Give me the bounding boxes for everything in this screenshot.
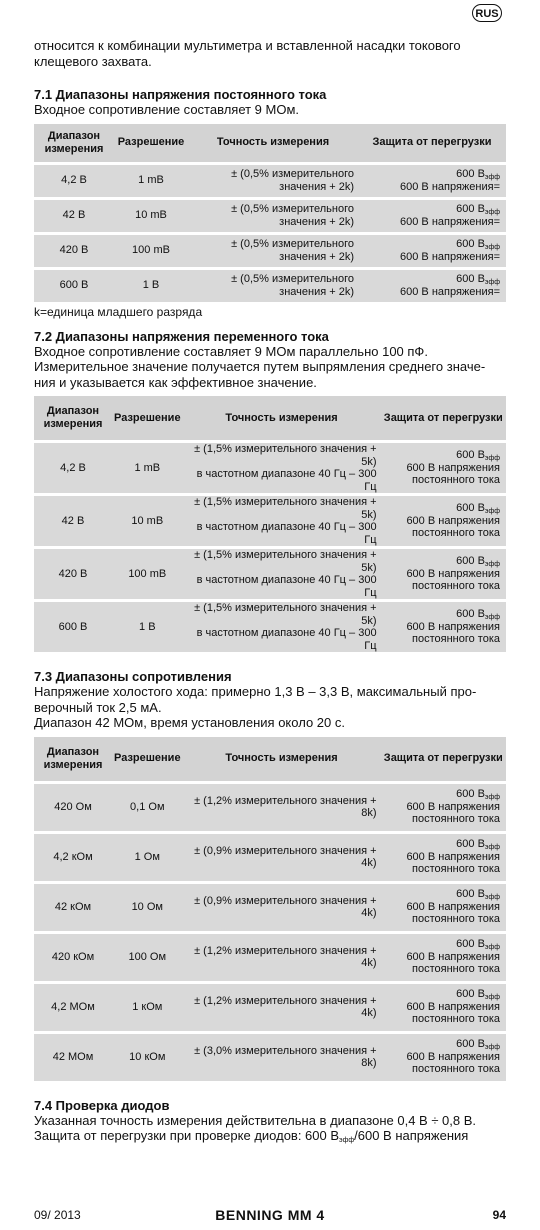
ac-voltage-table xyxy=(34,393,506,655)
cell-accuracy: ± (3,0% измерительного значения + 8k) xyxy=(183,1034,381,1081)
protection-line-2: 600 В напряжения xyxy=(406,800,500,813)
header-resolution: Разрешение xyxy=(112,737,183,781)
protection-line-2: 600 В напряжения xyxy=(406,1000,500,1013)
footnote: k=единица младшего разряда xyxy=(34,304,203,319)
cell-resolution: 1 mВ xyxy=(114,165,188,197)
protection-line-3: постоянного тока xyxy=(412,1013,500,1026)
desc-part: Защита от перегрузки при проверке диодов: 600 В xyxy=(34,1128,340,1143)
cell-resolution: 1 В xyxy=(114,270,188,302)
cell-resolution: 10 mВ xyxy=(112,496,183,546)
cell-range: 42 В xyxy=(34,200,114,232)
protection-line-3: постоянного тока xyxy=(412,633,500,646)
protection-line-1: 600 В xyxy=(456,1038,485,1051)
table-row xyxy=(34,270,506,302)
header-accuracy: Точность измерения xyxy=(183,737,381,781)
table-row xyxy=(34,200,506,232)
section-title: 7.2 Диапазоны напряжения переменного тока xyxy=(34,328,329,344)
cell-resolution: 1 mВ xyxy=(112,443,183,493)
header-protection: Защита от перегрузки xyxy=(358,124,506,162)
protection-line-2: 600 В напряжения xyxy=(406,620,500,633)
desc-line: Диапазон 42 МОм, время установления около 20 с. xyxy=(34,715,345,730)
cell-accuracy xyxy=(183,443,381,493)
cell-accuracy: ± (0,9% измерительного значения + 4k) xyxy=(183,834,381,881)
resistance-table xyxy=(34,734,506,1084)
protection-line-1: 600 В xyxy=(456,988,485,1001)
protection-line-1: 600 В xyxy=(456,273,485,285)
protection-line-3: постоянного тока xyxy=(412,913,500,926)
protection-sub: эфф xyxy=(484,614,500,622)
protection-line-1: 600 В xyxy=(456,888,485,901)
cell-protection xyxy=(381,784,506,831)
cell-protection xyxy=(381,602,506,652)
table-header-row xyxy=(34,124,506,162)
section-dc-voltage xyxy=(34,87,506,319)
protection-line-2: 600 В напряжения xyxy=(406,850,500,863)
protection-sub: эфф xyxy=(484,561,500,569)
cell-resolution: 1 Ом xyxy=(112,834,183,881)
table-row xyxy=(34,834,506,881)
cell-protection xyxy=(381,496,506,546)
protection-line-1: 600 В xyxy=(456,238,485,250)
cell-accuracy: ± (1,2% измерительного значения + 4k) xyxy=(183,934,381,981)
protection-sub: эфф xyxy=(484,174,500,181)
protection-sub: эфф xyxy=(484,209,500,216)
table-row xyxy=(34,602,506,652)
header-range: Диапазон измерения xyxy=(34,124,114,162)
protection-line-1: 600 В xyxy=(456,203,485,215)
protection-line-2: 600 В напряжения= xyxy=(400,285,500,298)
cell-range: 420 В xyxy=(34,235,114,267)
protection-line-2: 600 В напряжения xyxy=(406,567,500,580)
cell-range: 4,2 В xyxy=(34,443,112,493)
section-ac-voltage xyxy=(34,329,506,656)
protection-sub: эфф xyxy=(484,455,500,463)
footer-model: BENNING MM 4 xyxy=(215,1207,325,1223)
protection-line-3: постоянного тока xyxy=(412,580,500,593)
protection-line-3: постоянного тока xyxy=(412,527,500,540)
cell-protection xyxy=(358,270,506,302)
cell-resolution: 10 кОм xyxy=(112,1034,183,1081)
section-title: 7.3 Диапазоны сопротивления xyxy=(34,669,232,684)
accuracy-line-2: в частотном диапазоне 40 Гц – 300 Гц xyxy=(196,521,377,546)
cell-range: 4,2 МОм xyxy=(34,984,112,1031)
cell-range: 42 МОм xyxy=(34,1034,112,1081)
cell-protection xyxy=(381,549,506,599)
protection-line-2: 600 В напряжения xyxy=(406,1050,500,1063)
cell-range: 42 кОм xyxy=(34,884,112,931)
header-protection: Защита от перегрузки xyxy=(381,737,506,781)
protection-sub: эфф xyxy=(484,894,500,902)
table-row xyxy=(34,1034,506,1081)
cell-protection xyxy=(381,443,506,493)
cell-range: 420 В xyxy=(34,549,112,599)
cell-resolution: 1 кОм xyxy=(112,984,183,1031)
cell-accuracy: ± (0,5% измерительного значения + 2k) xyxy=(188,200,358,232)
desc-line: верочный ток 2,5 мА. xyxy=(34,699,162,715)
table-row xyxy=(34,984,506,1031)
cell-accuracy: ± (0,5% измерительного значения + 2k) xyxy=(188,235,358,267)
cell-protection xyxy=(381,884,506,931)
accuracy-line-2: в частотном диапазоне 40 Гц – 300 Гц xyxy=(196,468,377,493)
desc-line: Входное сопротивление составляет 9 МОм параллельно 100 пФ. xyxy=(34,343,428,359)
protection-line-1: 600 В xyxy=(456,449,485,462)
protection-sub: эфф xyxy=(484,994,500,1002)
cell-accuracy xyxy=(183,496,381,546)
cell-accuracy: ± (1,2% измерительного значения + 4k) xyxy=(183,984,381,1031)
cell-accuracy: ± (0,9% измерительного значения + 4k) xyxy=(183,884,381,931)
protection-sub: эфф xyxy=(484,794,500,802)
protection-line-2: 600 В напряжения xyxy=(406,950,500,963)
header-resolution: Разрешение xyxy=(112,396,183,440)
cell-accuracy xyxy=(183,549,381,599)
protection-line-1: 600 В xyxy=(456,938,485,951)
cell-protection xyxy=(358,200,506,232)
protection-line-2: 600 В напряжения xyxy=(406,514,500,527)
section-description xyxy=(34,344,506,391)
cell-range: 600 В xyxy=(34,270,114,302)
table-row xyxy=(34,549,506,599)
cell-resolution: 100 mВ xyxy=(114,235,188,267)
accuracy-line-1: ± (1,5% измерительного значения + 5k) xyxy=(194,496,377,521)
protection-line-1: 600 В xyxy=(456,168,485,180)
header-accuracy: Точность измерения xyxy=(183,396,381,440)
table-row xyxy=(34,235,506,267)
protection-line-1: 600 В xyxy=(456,502,485,515)
desc-line: Напряжение холостого хода: примерно 1,3 В – 3,3 В, максимальный про- xyxy=(34,684,477,699)
cell-range: 420 Ом xyxy=(34,784,112,831)
protection-line-1: 600 В xyxy=(456,838,485,851)
protection-sub: эфф xyxy=(484,244,500,251)
table-row xyxy=(34,934,506,981)
header-range: Диапазон измерения xyxy=(34,396,112,440)
table-row xyxy=(34,884,506,931)
header-protection: Защита от перегрузки xyxy=(381,396,506,440)
section-resistance xyxy=(34,669,506,1084)
cell-resolution: 10 Ом xyxy=(112,884,183,931)
protection-line-3: постоянного тока xyxy=(412,963,500,976)
page-footer xyxy=(34,1208,506,1224)
header-accuracy: Точность измерения xyxy=(188,124,358,162)
table-header-row xyxy=(34,737,506,781)
desc-line: ния и указывается как эффективное значение. xyxy=(34,374,317,390)
cell-resolution: 1 В xyxy=(112,602,183,652)
cell-accuracy: ± (0,5% измерительного значения + 2k) xyxy=(188,270,358,302)
header-range: Диапазон измерения xyxy=(34,737,112,781)
protection-line-1: 600 В xyxy=(456,788,485,801)
section-title: 7.4 Проверка диодов xyxy=(34,1097,170,1113)
protection-line-2: 600 В напряжения= xyxy=(400,215,500,228)
protection-line-3: постоянного тока xyxy=(412,813,500,826)
cell-resolution: 100 Ом xyxy=(112,934,183,981)
protection-line-3: постоянного тока xyxy=(412,863,500,876)
cell-range: 4,2 кОм xyxy=(34,834,112,881)
protection-line-2: 600 В напряжения= xyxy=(400,250,500,263)
cell-accuracy xyxy=(183,602,381,652)
desc-line: Измерительное значение получается путем выпрямления среднего значе- xyxy=(34,359,486,374)
dc-voltage-table xyxy=(34,121,506,305)
protection-sub: эфф xyxy=(484,844,500,852)
protection-line-3: постоянного тока xyxy=(412,1063,500,1076)
protection-line-2: 600 В напряжения xyxy=(406,900,500,913)
accuracy-line-1: ± (1,5% измерительного значения + 5k) xyxy=(194,443,377,468)
cell-accuracy: ± (1,2% измерительного значения + 8k) xyxy=(183,784,381,831)
section-description xyxy=(34,1113,506,1144)
footer-date: 09/ 2013 xyxy=(34,1208,81,1222)
protection-sub: эфф xyxy=(484,508,500,516)
cell-protection xyxy=(381,984,506,1031)
table-row xyxy=(34,496,506,546)
cell-range: 4,2 В xyxy=(34,165,114,197)
desc-line xyxy=(34,1128,506,1144)
cell-resolution: 0,1 Ом xyxy=(112,784,183,831)
table-row xyxy=(34,784,506,831)
protection-line-3: постоянного тока xyxy=(412,474,500,487)
section-description xyxy=(34,684,506,731)
cell-resolution: 100 mВ xyxy=(112,549,183,599)
section-diode-test xyxy=(34,1098,506,1144)
table-header-row xyxy=(34,396,506,440)
desc-sub: эфф xyxy=(339,1137,355,1144)
cell-protection xyxy=(381,834,506,881)
cell-accuracy: ± (0,5% измерительного значения + 2k) xyxy=(188,165,358,197)
protection-sub: эфф xyxy=(484,1044,500,1052)
desc-line: Указанная точность измерения действительна в диапазоне 0,4 В ÷ 0,8 В. xyxy=(34,1112,477,1128)
protection-line-2: 600 В напряжения xyxy=(406,461,500,474)
header-resolution: Разрешение xyxy=(114,124,188,162)
accuracy-line-2: в частотном диапазоне 40 Гц – 300 Гц xyxy=(196,574,377,599)
cell-resolution: 10 mВ xyxy=(114,200,188,232)
protection-line-1: 600 В xyxy=(456,555,485,568)
protection-line-1: 600 В xyxy=(456,608,485,621)
page-content xyxy=(34,38,506,1144)
cell-range: 600 В xyxy=(34,602,112,652)
cell-protection xyxy=(358,235,506,267)
desc-part: /600 В напряжения xyxy=(354,1128,469,1143)
cell-protection xyxy=(358,165,506,197)
cell-protection xyxy=(381,1034,506,1081)
protection-sub: эфф xyxy=(484,944,500,952)
cell-protection xyxy=(381,934,506,981)
intro-paragraph: относится к комбинации мультиметра и вставленной насадки токового клещевого захвата. xyxy=(34,38,461,69)
desc-line: Входное сопротивление составляет 9 МОм. xyxy=(34,102,300,117)
section-title: 7.1 Диапазоны напряжения постоянного тока xyxy=(34,87,327,102)
accuracy-line-2: в частотном диапазоне 40 Гц – 300 Гц xyxy=(196,627,377,652)
section-description xyxy=(34,102,506,118)
table-row xyxy=(34,443,506,493)
accuracy-line-1: ± (1,5% измерительного значения + 5k) xyxy=(194,602,377,627)
page-number: 94 xyxy=(492,1208,506,1222)
table-row xyxy=(34,165,506,197)
protection-sub: эфф xyxy=(484,279,500,286)
language-badge: RUS xyxy=(472,4,502,22)
accuracy-line-1: ± (1,5% измерительного значения + 5k) xyxy=(194,549,377,574)
cell-range: 42 В xyxy=(34,496,112,546)
cell-range: 420 кОм xyxy=(34,934,112,981)
protection-line-2: 600 В напряжения= xyxy=(400,180,500,193)
